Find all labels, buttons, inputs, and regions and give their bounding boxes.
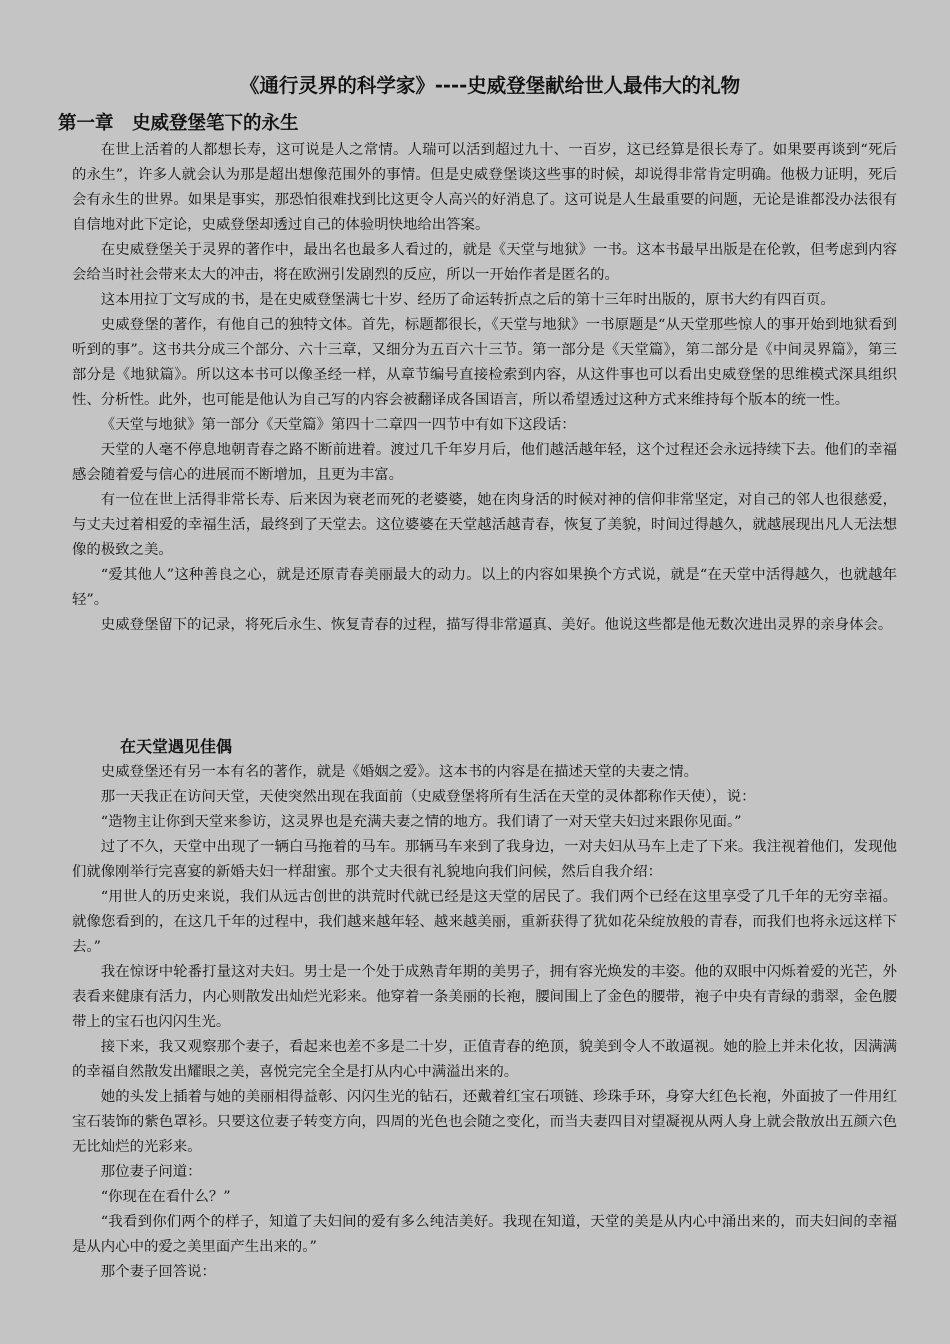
paragraph: “你现在在看什么？” <box>100 1189 231 1205</box>
paragraph: 有一位在世上活得非常长寿、后来因为衰老而死的老婆婆，她在肉身活的时候对神的信仰非常坚定，对自己的邻人也很慈爱，与丈夫过着相爱的幸福生活，最终到了天堂去。这位婆婆在天堂越活越青春，恢复了美貌，时间过得越久，就越展现出凡人无法想像的极致之美。 <box>72 492 897 558</box>
paragraph: 《天堂与地狱》第一部分《天堂篇》第四十二章四一四节中有如下这段话： <box>100 417 576 433</box>
paragraph: 那个妻子回答说： <box>100 1264 216 1280</box>
paragraph: 那位妻子问道： <box>100 1164 202 1180</box>
paragraph: 在世上活着的人都想长寿，这可说是人之常情。人瑞可以活到超过九十、一百岁，这已经算是很长寿了。如果要再谈到“死后的永生”，许多人就会认为那是超出想像范围外的事情。但是史威登堡谈这些事的时候，却说得非常肯定明确。他极力证明，死后会有永生的世界。如果是事实，那恐怕很难找到比这更令人高兴的好消息了。这可说是人生最重要的问题，无论是谁都没办法很有自信地对此下定论，史威登堡却透过自己的体验明快地给出答案。 <box>72 142 897 233</box>
paragraph: “我看到你们两个的样子，知道了夫妇间的爱有多么纯洁美好。我现在知道，天堂的美是从内心中涌出来的，而夫妇间的幸福是从内心中的爱之美里面产生出来的。” <box>72 1214 897 1255</box>
paragraph: 她的头发上插着与她的美丽相得益彰、闪闪生光的钻石，还戴着红宝石项链、珍珠手环，身穿大红色长袍，外面披了一件用红宝石装饰的紫色罩衫。只要这位妻子转变方向，四周的光色也会随之变化，而当夫妻四目对望凝视从两人身上就会散放出五颜六色无比灿烂的光彩来。 <box>72 1089 897 1155</box>
paragraph: 我在惊讶中轮番打量这对夫妇。男士是一个处于成熟青年期的美男子，拥有容光焕发的丰姿。他的双眼中闪烁着爱的光芒，外表看来健康有活力，内心则散发出灿烂光彩来。他穿着一条美丽的长袍，腰间围上了金色的腰带，袍子中央有青绿的翡翠，金色腰带上的宝石也闪闪生光。 <box>72 964 897 1030</box>
document-title: 《通行灵界的科学家》----史威登堡献给世人最伟大的礼物 <box>239 74 741 97</box>
chapter-title: 第一章 史威登堡笔下的永生 <box>58 113 299 134</box>
paragraph: “造物主让你到天堂来参访，这灵界也是充满夫妻之情的地方。我们请了一对天堂夫妇过来跟你见面。” <box>100 814 742 830</box>
paragraph: 史威登堡的著作，有他自己的独特文体。首先，标题都很长，《天堂与地狱》一书原题是“从天堂那些惊人的事开始到地狱看到听到的事”。这书共分成三个部分、六十三章，又细分为五百六十三节。第一部分是《天堂篇》，第二部分是《中间灵界篇》，第三部分是《地狱篇》。所以这本书可以像圣经一样，从章节编号直接检索到内容，从这件事也可以看出史威登堡的思维模式深具组织性、分析性。此外，也可能是他认为自己写的内容会被翻译成各国语言，所以希望透过这种方式来维持每个版本的统一性。 <box>72 317 897 408</box>
section-body <box>72 760 897 1285</box>
paragraph: 天堂的人毫不停息地朝青春之路不断前进着。渡过几千年岁月后，他们越活越年轻，这个过程还会永远持续下去。他们的幸福感会随着爱与信心的进展而不断增加，且更为丰富。 <box>72 442 897 483</box>
paragraph: “爱其他人”这种善良之心，就是还原青春美丽最大的动力。以上的内容如果换个方式说，就是“在天堂中活得越久，也就越年轻”。 <box>72 567 897 608</box>
paragraph: 在史威登堡关于灵界的著作中，最出名也最多人看过的，就是《天堂与地狱》一书。这本书最早出版是在伦敦，但考虑到内容会给当时社会带来太大的冲击，将在欧洲引发剧烈的反应，所以一开始作者是匿名的。 <box>72 242 897 283</box>
paragraph: 过了不久，天堂中出现了一辆白马拖着的马车。那辆马车来到了我身边，一对夫妇从马车上走了下来。我注视着他们，发现他们就像刚举行完喜宴的新婚夫妇一样甜蜜。那个丈夫很有礼貌地向我们问候，然后自我介绍： <box>72 839 897 880</box>
paragraph: 这本用拉丁文写成的书，是在史威登堡满七十岁、经历了命运转折点之后的第十三年时出版的，原书大约有四百页。 <box>100 292 835 308</box>
paragraph: “用世人的历史来说，我们从远古创世的洪荒时代就已经是这天堂的居民了。我们两个已经在这里享受了几千年的无穷幸福。就像您看到的，在这几千年的过程中，我们越来越年轻、越来越美丽，重新获得了犹如花朵绽放般的青春，而我们也将永远这样下去。” <box>72 889 897 955</box>
paragraph: 史威登堡留下的记录，将死后永生、恢复青春的过程，描写得非常逼真、美好。他说这些都是他无数次进出灵界的亲身体会。 <box>100 617 893 633</box>
section-title: 在天堂遇见佳偶 <box>120 737 233 756</box>
paragraph: 史威登堡还有另一本有名的著作，就是《婚姻之爱》。这本书的内容是在描述天堂的夫妻之情。 <box>100 764 699 780</box>
paragraph: 接下来，我又观察那个妻子，看起来也差不多是二十岁，正值青春的绝顶，貌美到令人不敢逼视。她的脸上并未化妆，因满满的幸福自然散发出耀眼之美，喜悦完完全全是打从内心中满溢出来的。 <box>72 1039 897 1080</box>
chapter-body <box>72 138 897 638</box>
paragraph: 那一天我正在访问天堂，天使突然出现在我面前（史威登堡将所有生活在天堂的灵体都称作天使），说： <box>100 789 756 805</box>
